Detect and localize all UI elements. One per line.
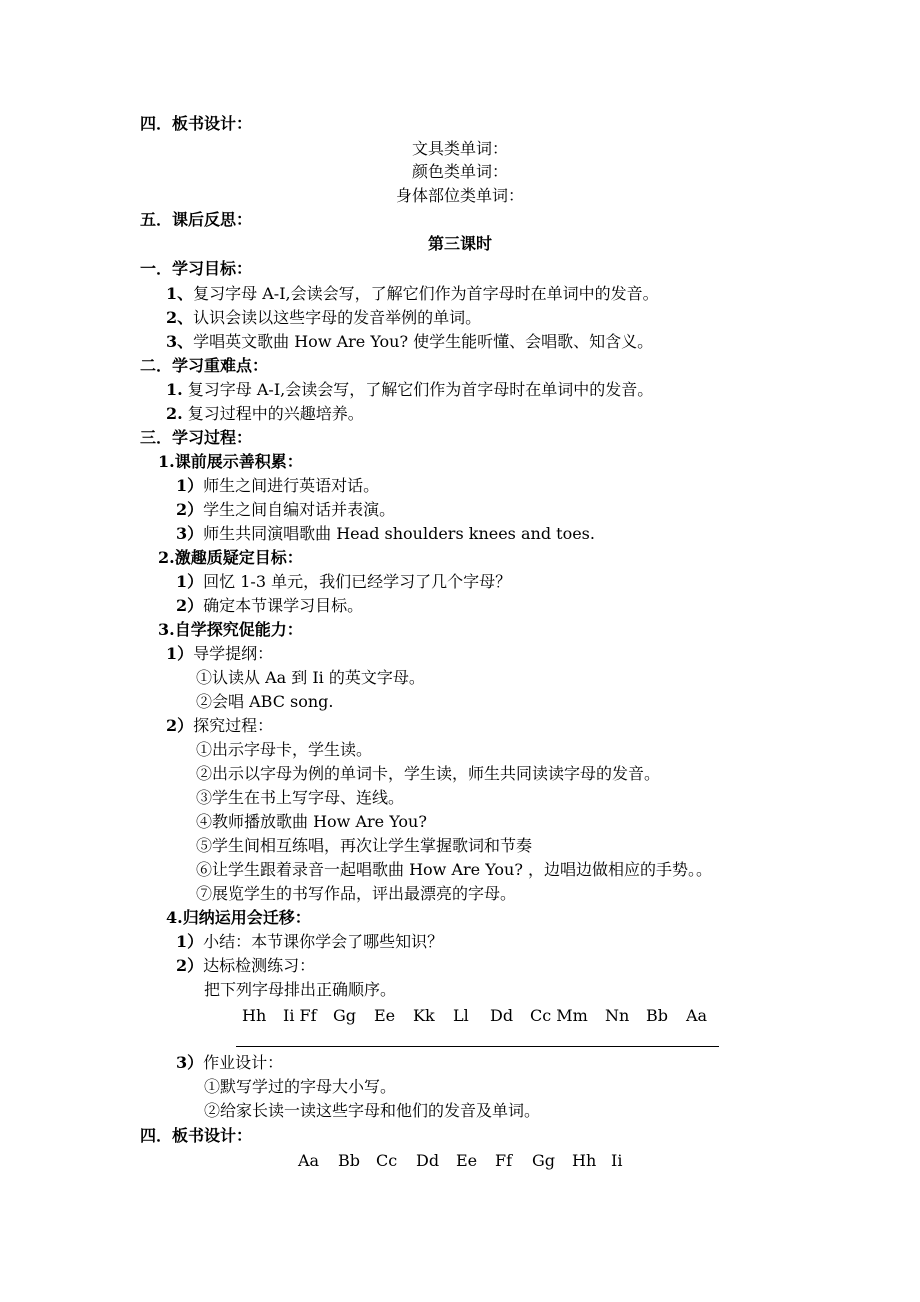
objective-item: 1、复习字母 A-I,会读会写，了解它们作为首字母时在单词中的发音。 <box>166 284 659 303</box>
study-outline-item: ②会唱 ABC song. <box>196 692 334 711</box>
objective-item: 3、学唱英文歌曲 How Are You? 使学生能听懂、会唱歌、知含义。 <box>166 332 654 351</box>
step4-summary: 1）小结：本节课你学会了哪些知识？ <box>176 932 444 951</box>
letter-token: Gg <box>333 1006 357 1025</box>
answer-blank-line <box>236 1046 719 1047</box>
board-letter: Ff <box>495 1151 513 1170</box>
exploration-item: ⑥让学生跟着录音一起唱歌曲 How Are You? ，边唱边做相应的手势。。 <box>196 860 712 879</box>
step1-item: 1）师生之间进行英语对话。 <box>176 476 380 495</box>
letter-token: Dd <box>490 1006 514 1025</box>
scrambled-letters <box>0 1005 920 1027</box>
step4-exercise: 2）达标检测练习： <box>176 956 316 975</box>
objectives-heading: 一．学习目标： <box>140 259 253 278</box>
step1-item: 3）师生共同演唱歌曲 Head shoulders knees and toes. <box>176 524 595 543</box>
board-line-colors: 颜色类单词： <box>411 162 508 181</box>
process-heading: 三．学习过程： <box>140 428 253 447</box>
letter-token: Kk <box>413 1006 435 1025</box>
letter-token: Ii Ff <box>283 1006 317 1025</box>
homework-item: ①默写学过的字母大小写。 <box>204 1077 397 1096</box>
exploration-item: ④教师播放歌曲 How Are You? <box>196 812 427 831</box>
board-letters <box>0 1150 920 1172</box>
board-letter: Hh <box>572 1151 597 1170</box>
study-outline-item: ①认读从 Aa 到 Ii 的英文字母。 <box>196 668 425 687</box>
board-line-stationery: 文具类单词： <box>411 139 508 158</box>
letter-token: Cc Mm <box>530 1006 588 1025</box>
board-letter: Ii <box>611 1151 623 1170</box>
key-points-heading: 二．学习重难点： <box>140 356 269 375</box>
exploration-item: ⑦展览学生的书写作品，评出最漂亮的字母。 <box>196 884 517 903</box>
step1-item: 2）学生之间自编对话并表演。 <box>176 500 396 519</box>
lesson-title: 第三课时 <box>427 234 492 253</box>
step3-sub2: 2）探究过程： <box>166 716 274 735</box>
step2-item: 1）回忆 1-3 单元，我们已经学习了几个字母？ <box>176 572 512 591</box>
letter-token: Hh <box>242 1006 267 1025</box>
homework-item: ②给家长读一读这些字母和他们的发音及单词。 <box>204 1101 541 1120</box>
board-letter: Cc <box>376 1151 398 1170</box>
board-line-body-parts: 身体部位类单词： <box>395 186 524 205</box>
letter-token: Ee <box>374 1006 396 1025</box>
board-letter: Aa <box>298 1151 320 1170</box>
reflection-heading: 五．课后反思： <box>140 210 253 229</box>
key-point-item: 1. 复习字母 A-I,会读会写，了解它们作为首字母时在单词中的发音。 <box>166 380 654 399</box>
step2-item: 2）确定本节课学习目标。 <box>176 596 364 615</box>
exploration-item: ③学生在书上写字母、连线。 <box>196 788 405 807</box>
key-point-item: 2. 复习过程中的兴趣培养。 <box>166 404 364 423</box>
step1-title: 1.课前展示善积累： <box>158 452 303 471</box>
board-letter: Bb <box>338 1151 360 1170</box>
board-letter: Dd <box>416 1151 440 1170</box>
board-letter: Gg <box>532 1151 556 1170</box>
letter-token: Nn <box>605 1006 630 1025</box>
board-design-heading-2: 四．板书设计： <box>140 1126 253 1145</box>
step3-sub1: 1）导学提纲： <box>166 644 274 663</box>
letter-token: Ll <box>453 1006 469 1025</box>
exploration-item: ⑤学生间相互练唱，再次让学生掌握歌词和节奏 <box>196 836 533 855</box>
exploration-item: ①出示字母卡，学生读。 <box>196 740 373 759</box>
board-design-heading: 四．板书设计： <box>140 114 253 133</box>
board-letter: Ee <box>456 1151 478 1170</box>
letter-token: Aa <box>686 1006 708 1025</box>
exploration-item: ②出示以字母为例的单词卡，学生读，师生共同读读字母的发音。 <box>196 764 661 783</box>
objective-item: 2、认识会读以这些字母的发音举例的单词。 <box>166 308 482 327</box>
letter-token: Bb <box>646 1006 668 1025</box>
step2-title: 2.激趣质疑定目标： <box>158 548 303 567</box>
exercise-instruction: 把下列字母排出正确顺序。 <box>204 980 397 999</box>
step3-title: 3.自学探究促能力： <box>158 620 303 639</box>
step4-homework: 3）作业设计： <box>176 1053 284 1072</box>
step4-title: 4.归纳运用会迁移： <box>166 908 311 927</box>
